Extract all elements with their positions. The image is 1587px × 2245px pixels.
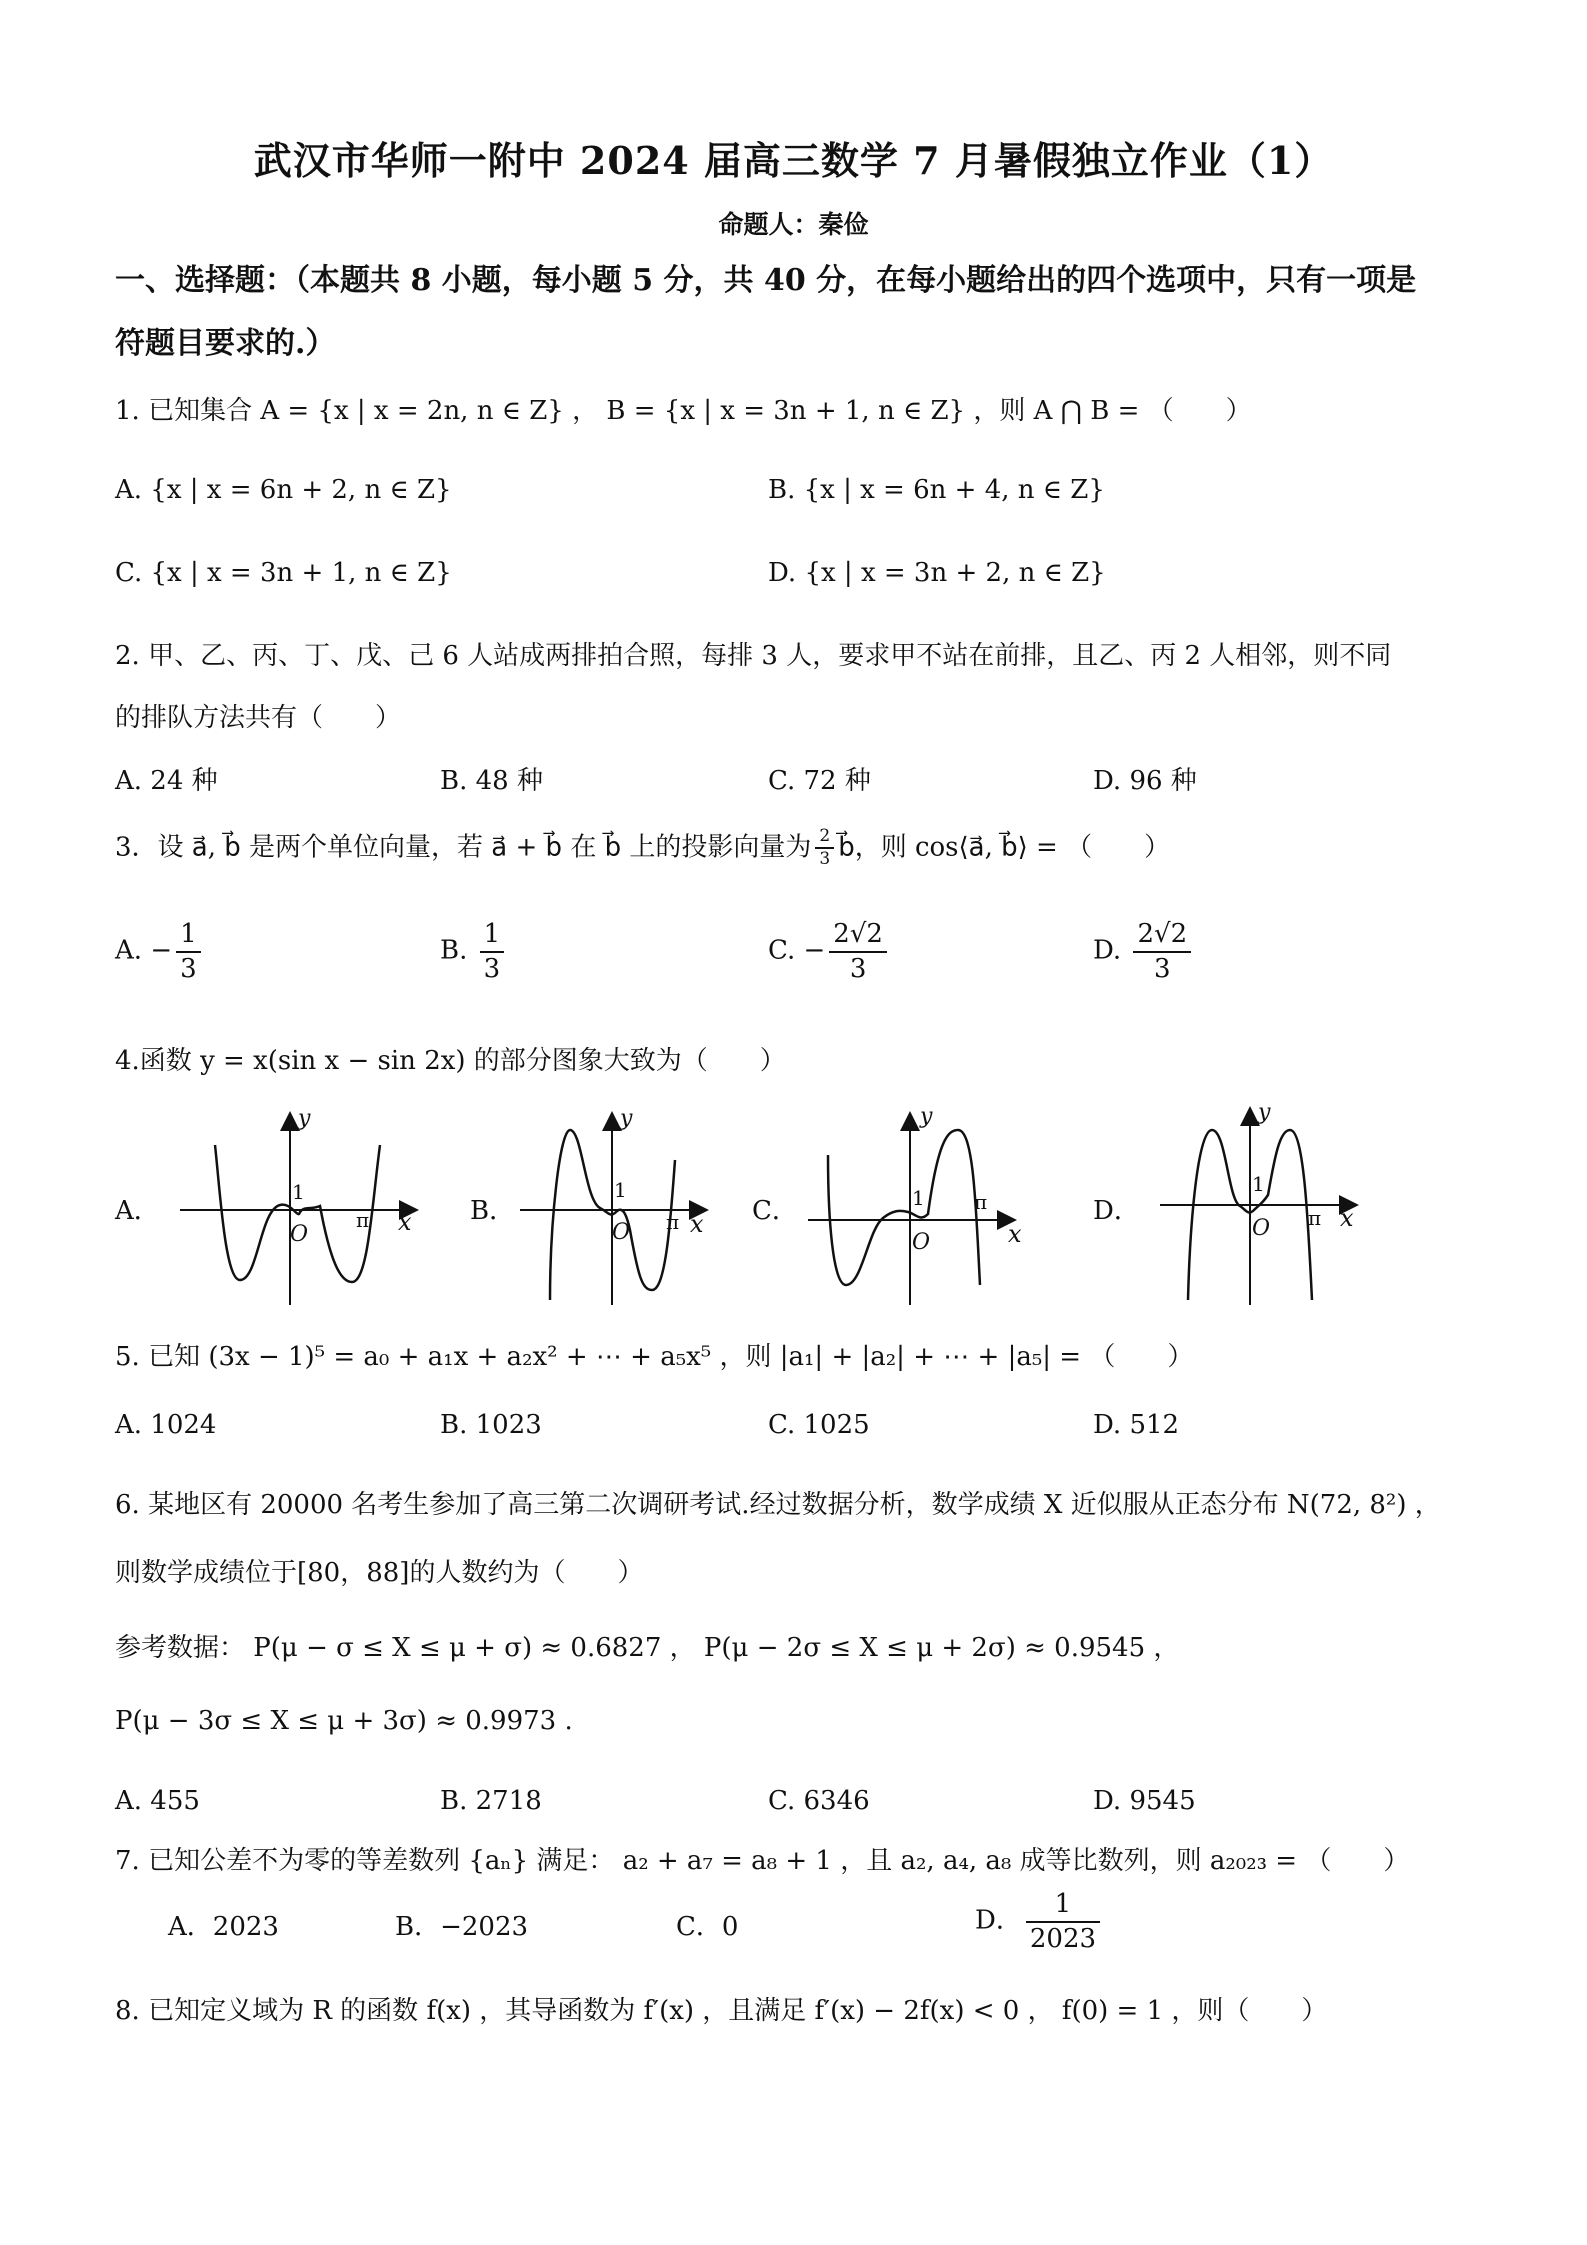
one-label: 1 — [614, 1178, 627, 1202]
question-5-option-b: B. 1023 — [440, 1410, 542, 1440]
question-3-option-c: C. − $\frac{2√2}{3}$ — [768, 918, 891, 985]
section-header-line1: 一、选择题：（本题共 8 小题，每小题 5 分，共 40 分，在每小题给出的四个选项中，只有一项是 — [115, 263, 1417, 298]
question-3-option-d: D. $\frac{2√2}{3}$ — [1093, 918, 1195, 985]
question-5-stem: 5. 已知 (3x − 1)⁵ = a₀ + a₁x + a₂x² + ⋯ + a₅x⁵ ，则 |a₁| + |a₂| + ⋯ + |a₅| = （ ） — [115, 1342, 1194, 1372]
graph-b-svg — [520, 1100, 720, 1310]
pi-label: π — [974, 1190, 988, 1214]
x-label: x — [1340, 1204, 1354, 1232]
question-1-option-c: C. {x | x = 3n + 1, n ∈ Z} — [115, 558, 452, 588]
question-1-option-d: D. {x | x = 3n + 2, n ∈ Z} — [768, 558, 1106, 588]
curve-c — [828, 1130, 980, 1285]
x-label: x — [1008, 1220, 1022, 1248]
question-4-graph-c — [808, 1104, 1028, 1310]
question-3-frac-numerator: 2 — [815, 826, 834, 849]
question-4-option-b-label: B． — [470, 1196, 516, 1226]
question-7-stem: 7. 已知公差不为零的等差数列 {aₙ} 满足： a₂ + a₇ = a₈ + 1 ，且 a₂, a₄, a₈ 成等比数列，则 a₂₀₂₃ = （ ） — [115, 1846, 1410, 1876]
question-6-option-b: B. 2718 — [440, 1786, 542, 1816]
question-6-option-a: A. 455 — [115, 1786, 200, 1816]
x-label: x — [690, 1210, 704, 1238]
question-7-option-c: C．0 — [676, 1912, 739, 1942]
question-3-option-a: A. − $\frac{1}{3}$ — [115, 918, 205, 985]
question-2-line2: 的排队方法共有（ ） — [115, 703, 402, 733]
question-4-option-a-label: A． — [115, 1196, 160, 1226]
y-label: y — [298, 1106, 311, 1131]
question-1-option-a: A. {x | x = 6n + 2, n ∈ Z} — [115, 475, 452, 505]
document-title: 武汉市华师一附中 2024 届高三数学 7 月暑假独立作业（1） — [253, 138, 1334, 183]
one-label: 1 — [1252, 1172, 1265, 1196]
question-4-option-c-label: C． — [752, 1196, 798, 1226]
question-3-stem-part1: 3．设 a⃗, b⃗ 是两个单位向量，若 a⃗ + b⃗ 在 b⃗ 上的投影向量为 — [115, 832, 812, 863]
pi-label: π — [356, 1208, 370, 1232]
graph-c-svg — [808, 1110, 1028, 1310]
graph-d-svg — [1160, 1100, 1370, 1310]
question-6-option-d: D. 9545 — [1093, 1786, 1196, 1816]
question-5-option-c: C. 1025 — [768, 1410, 870, 1440]
question-6-option-c: C. 6346 — [768, 1786, 870, 1816]
question-3-option-b: B. $\frac{1}{3}$ — [440, 918, 508, 985]
question-4-option-d-label: D． — [1093, 1196, 1140, 1226]
y-label: y — [920, 1104, 933, 1129]
question-6-reference-1: 参考数据： P(μ − σ ≤ X ≤ μ + σ) ≈ 0.6827 ， P(μ − 2σ ≤ X ≤ μ + 2σ) ≈ 0.9545 ， — [115, 1633, 1180, 1663]
question-2-option-d: D. 96 种 — [1093, 766, 1197, 796]
pi-label: π — [1308, 1206, 1322, 1230]
question-7-option-b: B．−2023 — [395, 1912, 529, 1942]
origin-label: O — [290, 1222, 309, 1247]
question-4-graph-b — [520, 1100, 720, 1310]
question-6-line1: 6. 某地区有 20000 名考生参加了高三第二次调研考试.经过数据分析，数学成绩 X 近似服从正态分布 N(72, 8²) ， — [115, 1490, 1441, 1520]
question-2-option-b: B. 48 种 — [440, 766, 543, 796]
question-4-stem: 4.函数 y = x(sin x − sin 2x) 的部分图象大致为（ ） — [115, 1046, 786, 1076]
question-3-frac-denominator: 3 — [819, 849, 831, 870]
question-5-option-d: D. 512 — [1093, 1410, 1180, 1440]
pi-label: π — [666, 1210, 680, 1234]
y-label: y — [620, 1106, 633, 1131]
origin-label: O — [912, 1230, 931, 1255]
origin-label: O — [612, 1220, 631, 1245]
question-8-stem: 8. 已知定义域为 R 的函数 f(x) ，其导函数为 f′(x) ，且满足 f′(x) − 2f(x) < 0 ， f(0) = 1 ，则（ ） — [115, 1996, 1328, 2026]
question-2-option-c: C. 72 种 — [768, 766, 871, 796]
graph-a-svg — [180, 1110, 430, 1310]
question-2-line1: 2. 甲、乙、丙、丁、戊、己 6 人站成两排拍合照，每排 3 人，要求甲不站在前排，且乙、丙 2 人相邻，则不同 — [115, 641, 1392, 671]
question-3-stem — [115, 826, 1170, 871]
question-1-option-b: B. {x | x = 6n + 4, n ∈ Z} — [768, 475, 1105, 505]
question-2-option-a: A. 24 种 — [115, 766, 218, 796]
y-label: y — [1258, 1100, 1271, 1125]
x-label: x — [398, 1208, 412, 1236]
question-1-stem: 1. 已知集合 A = {x | x = 2n, n ∈ Z} ， B = {x | x = 3n + 1, n ∈ Z} ，则 A ⋂ B = （ ） — [115, 396, 1252, 426]
one-label: 1 — [292, 1180, 305, 1204]
question-7-option-a: A．2023 — [168, 1912, 279, 1942]
question-4-graph-d — [1160, 1100, 1370, 1310]
origin-label: O — [1252, 1216, 1271, 1241]
question-6-reference-2: P(μ − 3σ ≤ X ≤ μ + 3σ) ≈ 0.9973 . — [115, 1706, 573, 1736]
question-6-line2: 则数学成绩位于[80，88]的人数约为（ ） — [115, 1558, 644, 1588]
one-label: 1 — [912, 1186, 925, 1210]
question-4-graph-a — [180, 1106, 430, 1310]
author-line: 命题人：秦俭 — [718, 210, 869, 239]
question-5-option-a: A. 1024 — [115, 1410, 217, 1440]
question-3-stem-part2: b⃗，则 cos⟨a⃗, b⃗⟩ = （ ） — [838, 832, 1171, 863]
question-7-option-d: D． $\frac{1}{2023}$ — [975, 1888, 1104, 1955]
section-header-line2: 符题目要求的.） — [115, 326, 336, 361]
